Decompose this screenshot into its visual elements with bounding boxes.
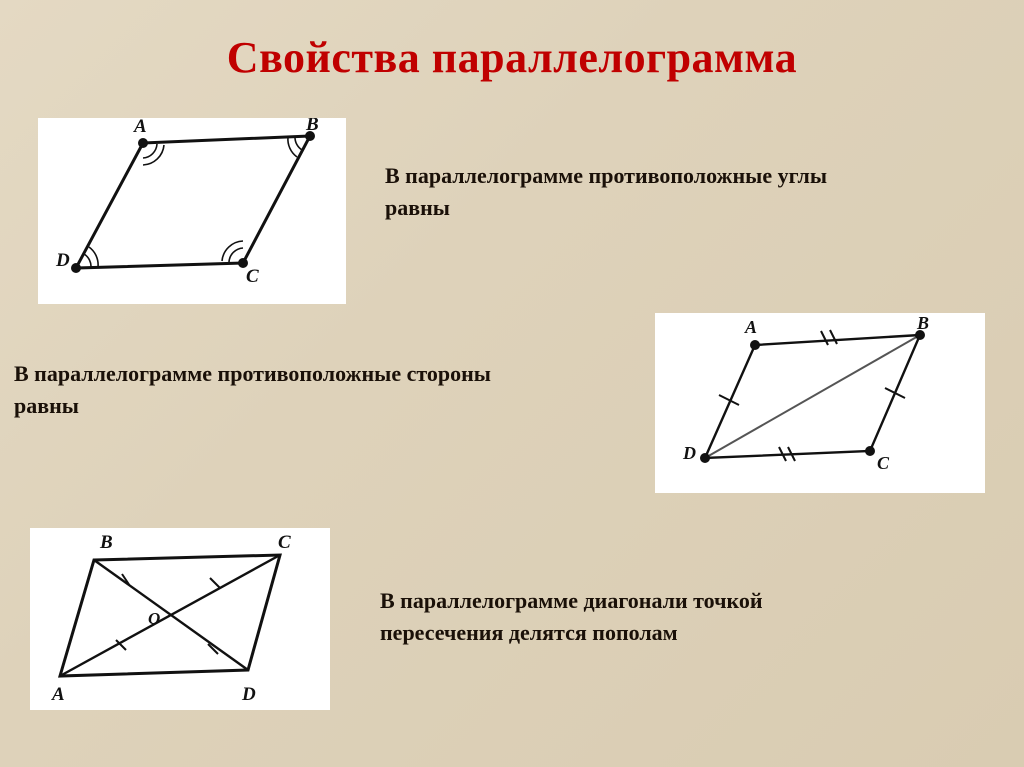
svg-text:C: C [877,453,890,473]
figure-bisecting-diagonals [30,528,330,710]
svg-text:A: A [134,118,147,137]
svg-text:C: C [246,266,259,287]
parallelogram-angles-svg [38,118,346,304]
parallelogram-diagonals-svg [30,528,330,710]
caption-equal-angles: В параллелограмме противоположные углы равны [385,163,828,220]
caption-bisecting-diagonals: В параллелограмме диагонали точкой пересечения делятся пополам [380,588,763,645]
svg-text:B: B [306,118,319,135]
svg-text:A: A [52,684,65,705]
svg-text:O: O [148,609,161,628]
svg-text:D: D [56,250,70,271]
svg-text:D: D [683,443,696,463]
svg-text:D: D [242,684,256,705]
svg-text:A: A [745,317,758,337]
parallelogram-sides-svg [655,313,985,493]
figure-equal-angles [38,118,346,304]
figure-equal-sides [655,313,985,493]
svg-text:B: B [100,532,113,553]
caption-equal-sides: В параллелограмме противоположные стороны равны [14,361,491,418]
svg-text:B: B [917,313,930,333]
page-title: Свойства параллелограмма [226,33,798,82]
svg-text:C: C [278,532,291,553]
